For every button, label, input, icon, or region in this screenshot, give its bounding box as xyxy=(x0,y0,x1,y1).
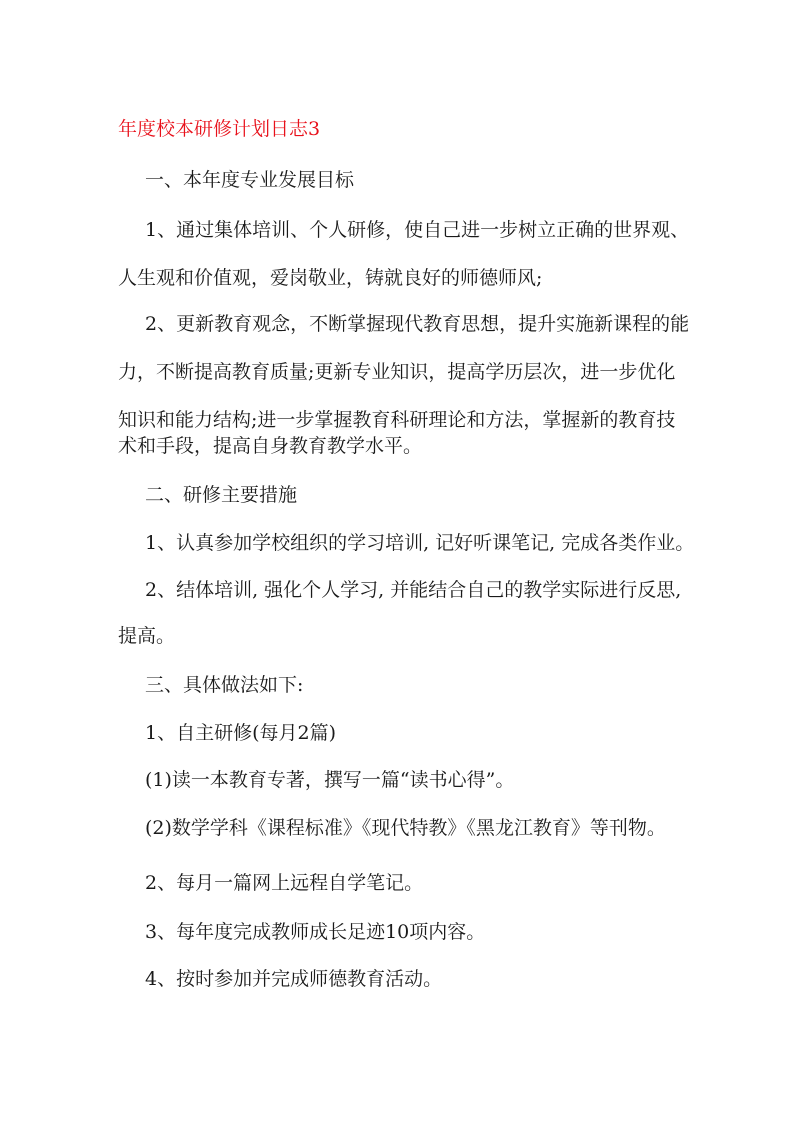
paragraph-line: 知识和能力结构;进一步掌握教育科研理论和方法，掌握新的教育技 xyxy=(118,409,676,431)
section-heading-3: 三、具体做法如下: xyxy=(145,674,304,696)
paragraph-line: 3、每年度完成教师成长足迹10项内容。 xyxy=(145,921,486,943)
paragraph-line: 4、按时参加并完成师德教育活动。 xyxy=(145,968,443,990)
paragraph-line: (1)读一本教育专著，撰写一篇“读书心得”。 xyxy=(145,769,515,791)
paragraph-line: 2、结体培训, 强化个人学习, 并能结合自己的教学实际进行反思, xyxy=(145,579,682,601)
paragraph-line: 1、自主研修(每月2篇) xyxy=(145,722,337,744)
paragraph-line: (2)数学学科《课程标准》《现代特教》《黑龙江教育》等刊物。 xyxy=(145,817,666,839)
paragraph-line: 人生观和价值观，爱岗敬业，铸就良好的师德师风; xyxy=(118,267,543,289)
section-heading-1: 一、本年度专业发展目标 xyxy=(145,169,355,191)
paragraph-line: 术和手段，提高自身教育教学水平。 xyxy=(118,435,423,457)
paragraph-line: 2、每月一篇网上远程自学笔记。 xyxy=(145,872,424,894)
paragraph-line: 1、通过集体培训、个人研修，使自己进一步树立正确的世界观、 xyxy=(145,219,690,241)
document-title: 年度校本研修计划日志3 xyxy=(118,118,321,140)
paragraph-line: 力，不断提高教育质量;更新专业知识，提高学历层次，进一步优化 xyxy=(118,361,676,383)
paragraph-line: 1、认真参加学校组织的学习培训, 记好听课笔记, 完成各类作业。 xyxy=(145,532,695,554)
paragraph-line: 提高。 xyxy=(118,625,176,647)
paragraph-line: 2、更新教育观念，不断掌握现代教育思想，提升实施新课程的能 xyxy=(145,313,690,335)
section-heading-2: 二、研修主要措施 xyxy=(145,484,298,506)
